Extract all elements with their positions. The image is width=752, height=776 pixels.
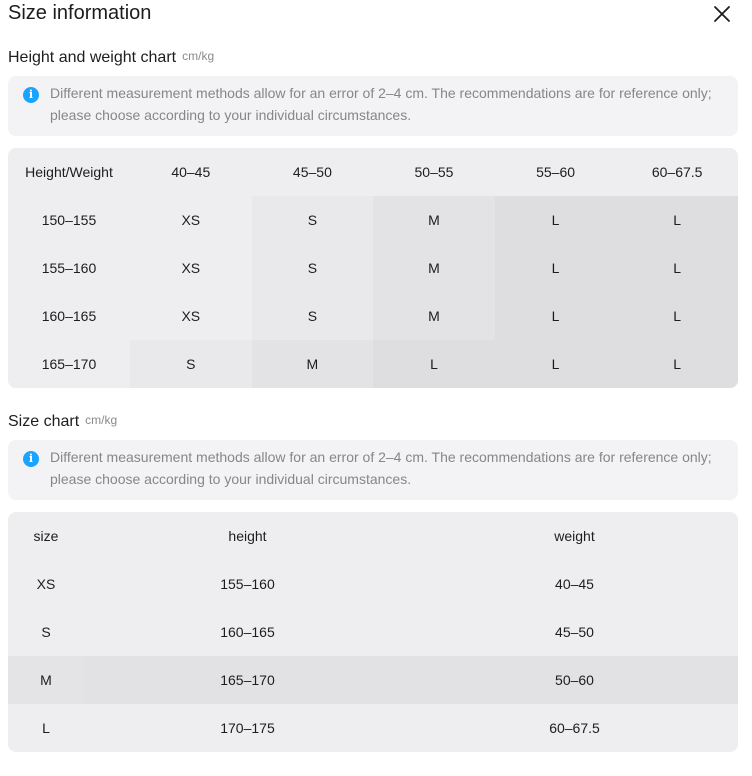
table-cell: L: [616, 340, 738, 388]
table-row: [8, 704, 738, 752]
size-notice-text: Different measurement methods allow for an error of 2–4 cm. The recommendations are for reference only; please choose according to your individual circumstances.: [50, 449, 712, 487]
table-cell: M: [373, 244, 495, 292]
table-cell: 50–60: [555, 672, 594, 688]
height-weight-table: [8, 148, 738, 388]
size-section-heading: [8, 409, 117, 433]
table-cell: L: [616, 196, 738, 244]
table-cell: L: [616, 292, 738, 340]
table-row: [8, 656, 738, 704]
table-header-row: [8, 148, 738, 196]
table-cell: L: [616, 244, 738, 292]
table-row: [8, 292, 738, 340]
table-cell: 170–175: [220, 720, 275, 736]
table-cell: 160–165: [220, 624, 275, 640]
table-cell: 155–160: [220, 576, 275, 592]
hw-section-title: Height and weight chart: [8, 49, 177, 66]
table-cell: S: [252, 292, 374, 340]
table-cell: L: [495, 292, 617, 340]
info-icon: i: [23, 87, 39, 103]
table-cell: S: [130, 340, 252, 388]
table-cell: L: [495, 244, 617, 292]
info-icon: i: [23, 451, 39, 467]
column-header: 50–55: [414, 164, 454, 180]
table-cell: L: [42, 720, 50, 736]
table-cell: 40–45: [555, 576, 594, 592]
table-cell: S: [252, 196, 374, 244]
column-header: 60–67.5: [651, 164, 703, 180]
column-header: 40–45: [171, 164, 211, 180]
size-section-title: Size chart: [8, 413, 80, 430]
column-header: 55–60: [536, 164, 576, 180]
column-header: 45–50: [292, 164, 332, 180]
table-cell: 60–67.5: [549, 720, 600, 736]
column-header: weight: [554, 528, 595, 544]
hw-section-heading: [8, 45, 214, 69]
row-header: 160–165: [8, 292, 130, 340]
column-header: Height/Weight: [25, 164, 113, 180]
table-cell: M: [252, 340, 374, 388]
table-cell: L: [373, 340, 495, 388]
close-button[interactable]: [710, 2, 734, 26]
table-cell: 45–50: [555, 624, 594, 640]
table-row: [8, 560, 738, 608]
table-row: [8, 340, 738, 388]
row-header: 165–170: [8, 340, 130, 388]
hw-notice-text: Different measurement methods allow for an error of 2–4 cm. The recommendations are for reference only; please choose according to your individual circumstances.: [50, 85, 712, 123]
table-header-row: [8, 512, 738, 560]
column-header: size: [33, 528, 59, 544]
table-cell: XS: [36, 576, 56, 592]
table-cell: L: [495, 340, 617, 388]
row-header: 150–155: [8, 196, 130, 244]
table-row: [8, 244, 738, 292]
hw-notice: [8, 76, 738, 136]
close-icon[interactable]: [710, 2, 734, 26]
column-header: height: [228, 528, 267, 544]
table-cell: 165–170: [220, 672, 275, 688]
row-header: 155–160: [8, 244, 130, 292]
table-cell: M: [373, 292, 495, 340]
table-cell: S: [252, 244, 374, 292]
size-section-unit: cm/kg: [85, 413, 118, 427]
size-table: [8, 512, 738, 752]
hw-section-unit: cm/kg: [182, 49, 215, 63]
table-cell: M: [8, 656, 84, 704]
table-cell: XS: [130, 244, 252, 292]
table-cell: L: [495, 196, 617, 244]
size-notice: [8, 440, 738, 500]
table-row: [8, 196, 738, 244]
table-cell: S: [41, 624, 51, 640]
table-cell: XS: [130, 292, 252, 340]
table-cell: XS: [130, 196, 252, 244]
table-cell: M: [373, 196, 495, 244]
table-row: [8, 608, 738, 656]
dialog-title: Size information: [8, 2, 152, 24]
